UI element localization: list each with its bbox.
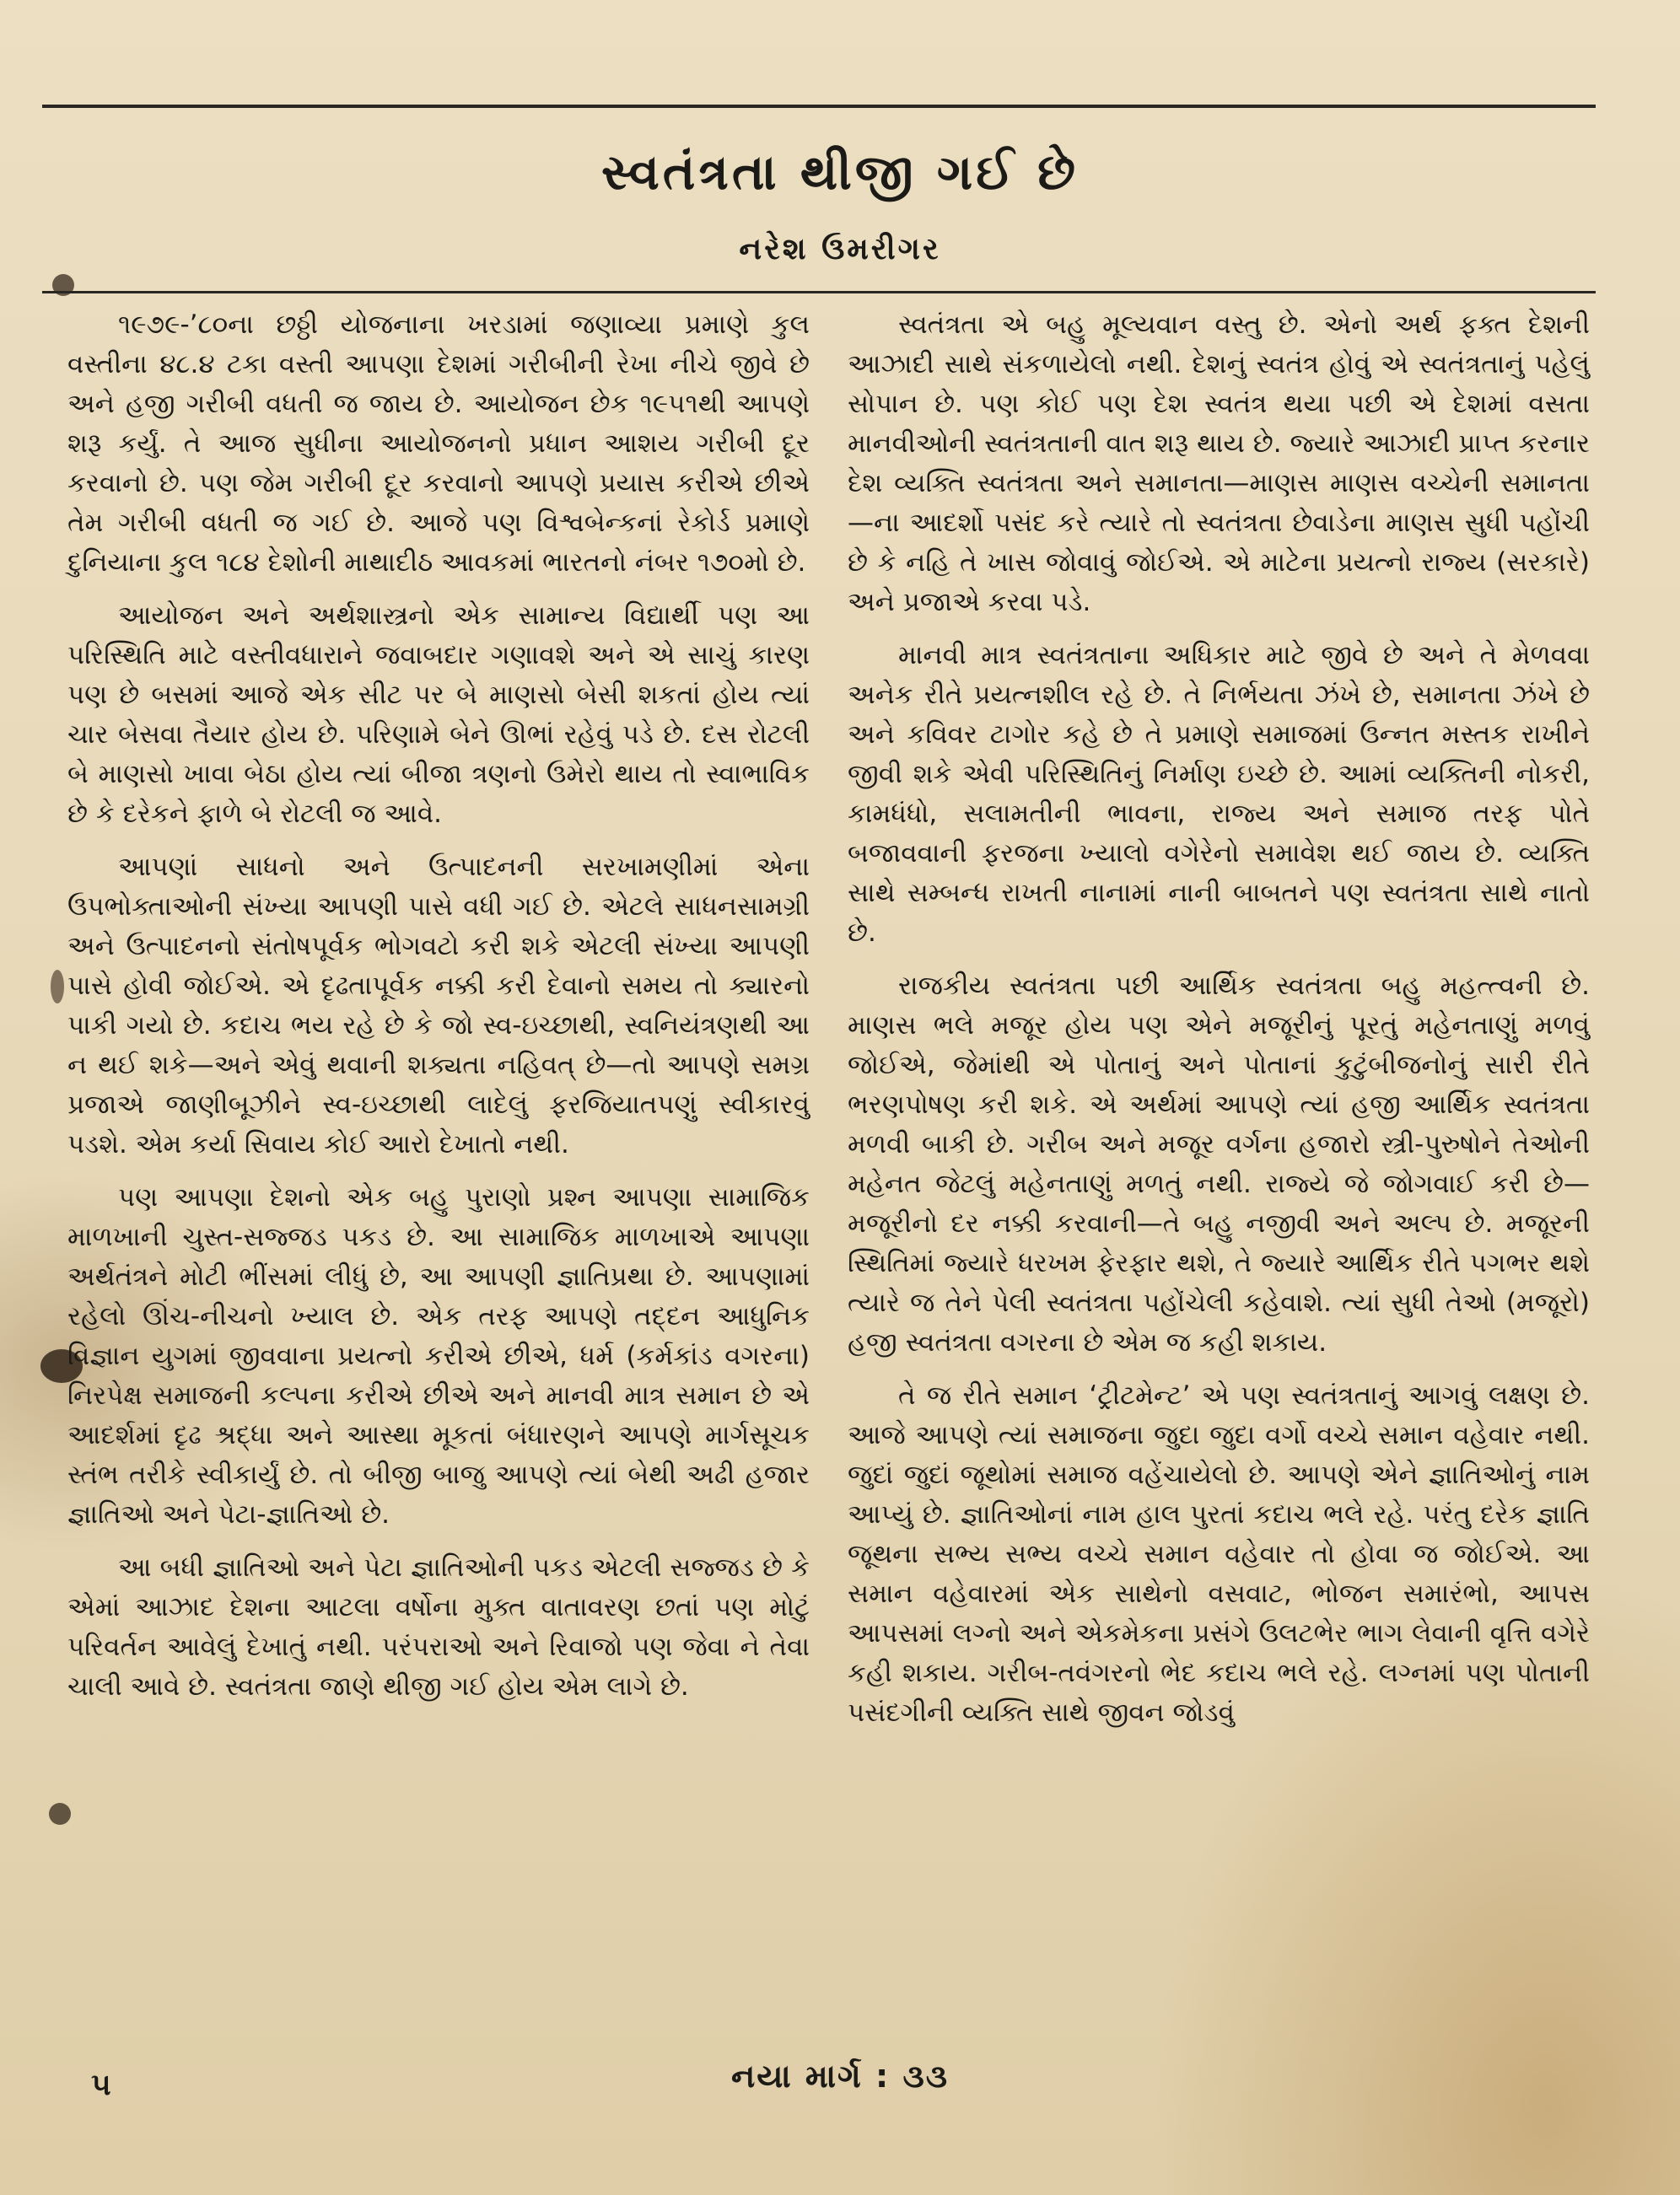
paragraph: આયોજન અને અર્થશાસ્ત્રનો એક સામાન્ય વિદ્યાર્થી પણ આ પરિસ્થિતિ માટે વસ્તીવધારાને જવાબદાર ગણાવશે અને એ સાચું કારણ પણ છે બસમાં આજે એક સીટ પર બે માણસો બેસી શકતાં હોય ત્યાં ચાર બેસવા તૈયાર હોય છે. પરિણામે બેને ઊભાં રહેવું પડે છે. દસ રોટલી બે માણસો ખાવા બેઠા હોય ત્યાં બીજા ત્રણનો ઉમેરો થાય તો સ્વાભાવિક છે કે દરેકને ફાળે બે રોટલી જ આવે. <box>67 600 810 829</box>
magazine-footer: નયા માર્ગ : ૩૩ <box>730 2058 950 2095</box>
paragraph: રાજકીય સ્વતંત્રતા પછી આર્થિક સ્વતંત્રતા બહુ મહત્ત્વની છે. માણસ ભલે મજૂર હોય પણ એને મજૂરીનું પૂરતું મહેનતાણું મળવું જોઈએ, જેમાંથી એ પોતાનું અને પોતાનાં કુટુંબીજનોનું સારી રીતે ભરણપોષણ કરી શકે. એ અર્થમાં આપણે ત્યાં હજી આર્થિક સ્વતંત્રતા મળવી બાકી છે. ગરીબ અને મજૂર વર્ગના હજારો સ્ત્રી-પુરુષોને તેઓની મહેનત જેટલું મહેનતાણું મળતું નથી. રાજ્યે જે જોગવાઈ કરી છે—મજૂરીનો દર નક્કી કરવાની—તે બહુ નજીવી અને અલ્પ છે. મજૂરની સ્થિતિમાં જ્યારે ધરખમ ફેરફાર થશે, તે જ્યારે આર્થિક રીતે પગભર થશે ત્યારે જ તેને પેલી સ્વતંત્રતા પહોંચેલી કહેવાશે. ત્યાં સુધી તેઓ (મજૂરો) હજી સ્વતંત્રતા વગરના છે એમ જ કહી શકાય. <box>848 971 1590 1358</box>
burn-mark <box>51 970 64 1003</box>
article-author: નરેશ ઉમરીગર <box>739 232 941 266</box>
paragraph: તે જ રીતે સમાન ‘ટ્રીટમેન્ટ’ એ પણ સ્વતંત્રતાનું આગવું લક્ષણ છે. આજે આપણે ત્યાં સમાજના જુદા જુદા વર્ગો વચ્ચે સમાન વહેવાર નથી. જુદાં જુદાં જૂથોમાં સમાજ વહેંચાયેલો છે. આપણે એને જ્ઞાતિઓનું નામ આપ્યું છે. જ્ઞાતિઓનાં નામ હાલ પુરતાં કદાચ ભલે રહે. પરંતુ દરેક જ્ઞાતિ જૂથના સભ્ય સભ્ય વચ્ચે સમાન વહેવાર તો હોવા જ જોઈએ. આ સમાન વહેવારમાં એક સાથેનો વસવાટ, ભોજન સમારંભો, આપસ આપસમાં લગ્નો અને એકમેકના પ્રસંગે ઉલટભેર ભાગ લેવાની વૃત્તિ વગેરે કહી શકાય. ગરીબ-તવંગરનો ભેદ કદાચ ભલે રહે. લગ્નમાં પણ પોતાની પસંદગીની વ્યક્તિ સાથે જીવન જોડવું <box>848 1380 1590 1728</box>
top-rule <box>42 105 1596 108</box>
paragraph: ૧૯૭૯-’૮૦ના છઠ્ઠી યોજનાના ખરડામાં જણાવ્યા પ્રમાણે કુલ વસ્તીના ૪૮.૪ ટકા વસ્તી આપણા દેશમાં ગરીબીની રેખા નીચે જીવે છે અને હજી ગરીબી વધતી જ જાય છે. આયોજન છેક ૧૯૫૧થી આપણે શરૂ કર્યું. તે આજ સુધીના આયોજનનો પ્રધાન આશય ગરીબી દૂર કરવાનો છે. પણ જેમ ગરીબી દૂર કરવાનો આપણે પ્રયાસ કરીએ છીએ તેમ ગરીબી વધતી જ ગઈ છે. આજે પણ વિશ્વબેન્કનાં રેકોર્ડ પ્રમાણે દુનિયાના કુલ ૧૮૪ દેશોની માથાદીઠ આવકમાં ભારતનો નંબર ૧૭૦મો છે. <box>67 309 810 578</box>
paragraph: સ્વતંત્રતા એ બહુ મૂલ્યવાન વસ્તુ છે. એનો અર્થ ફક્ત દેશની આઝાદી સાથે સંકળાયેલો નથી. દેશનું સ્વતંત્ર હોવું એ સ્વતંત્રતાનું પહેલું સોપાન છે. પણ કોઈ પણ દેશ સ્વતંત્ર થયા પછી એ દેશમાં વસતા માનવીઓની સ્વતંત્રતાની વાત શરૂ થાય છે. જ્યારે આઝાદી પ્રાપ્ત કરનાર દેશ વ્યક્તિ સ્વતંત્રતા અને સમાનતા—માણસ માણસ વચ્ચેની સમાનતા—ના આદર્શો પસંદ કરે ત્યારે તો સ્વતંત્રતા છેવાડેના માણસ સુધી પહોંચી છે કે નહિ તે ખાસ જોવાવું જોઈએ. એ માટેના પ્રયત્નો રાજ્ય (સરકારે) અને પ્રજાએ કરવા પડે. <box>848 309 1590 617</box>
paragraph: માનવી માત્ર સ્વતંત્રતાના અધિકાર માટે જીવે છે અને તે મેળવવા અનેક રીતે પ્રયત્નશીલ રહે છે. તે નિર્ભયતા ઝંખે છે, સમાનતા ઝંખે છે અને કવિવર ટાગોર કહે છે તે પ્રમાણે સમાજમાં ઉન્નત મસ્તક રાખીને જીવી શકે એવી પરિસ્થિતિનું નિર્માણ ઇચ્છે છે. આમાં વ્યક્તિની નોકરી, કામધંધો, સલામતીની ભાવના, રાજ્ય અને સમાજ તરફ પોતે બજાવવાની ફરજના ખ્યાલો વગેરેનો સમાવેશ થઈ જાય છે. વ્યક્તિ સાથે સમ્બન્ધ રાખતી નાનામાં નાની બાબતને પણ સ્વતંત્રતા સાથે નાતો છે. <box>848 640 1590 948</box>
right-column <box>848 305 1590 1746</box>
ink-mark <box>49 1803 71 1825</box>
left-column <box>67 305 810 1720</box>
article-title: સ્વતંત્રતા થીજી ગઈ છે <box>600 143 1080 201</box>
paragraph: આપણાં સાધનો અને ઉત્પાદનની સરખામણીમાં એના ઉપભોક્તાઓની સંખ્યા આપણી પાસે વધી ગઈ છે. એટલે સાધનસામગ્રી અને ઉત્પાદનનો સંતોષપૂર્વક ભોગવટો કરી શકે એટલી સંખ્યા આપણી પાસે હોવી જોઈએ. એ દૃઢતાપૂર્વક નક્કી કરી દેવાનો સમય તો ક્યારનો પાકી ગયો છે. કદાચ ભય રહે છે કે જો સ્વ-ઇચ્છાથી, સ્વનિયંત્રણથી આ ન થઈ શકે—અને એવું થવાની શક્યતા નહિવત્ છે—તો આપણે સમગ્ર પ્રજાએ જાણીબૂઝીને સ્વ-ઇચ્છાથી લાદેલું ફરજિયાતપણું સ્વીકારવું પડશે. એમ કર્યા સિવાય કોઈ આરો દેખાતો નથી. <box>67 852 810 1159</box>
paragraph: પણ આપણા દેશનો એક બહુ પુરાણો પ્રશ્ન આપણા સામાજિક માળખાની ચુસ્ત-સજ્જડ પકડ છે. આ સામાજિક માળખાએ આપણા અર્થતંત્રને મોટી ભીંસમાં લીધું છે, આ આપણી જ્ઞાતિપ્રથા છે. આપણામાં રહેલો ઊંચ-નીચનો ખ્યાલ છે. એક તરફ આપણે તદ્દન આધુનિક વિજ્ઞાન યુગમાં જીવવાના પ્રયત્નો કરીએ છીએ, ધર્મ (કર્મકાંડ વગરના) નિરપેક્ષ સમાજની કલ્પના કરીએ છીએ અને માનવી માત્ર સમાન છે એ આદર્શમાં દૃઢ શ્રદ્ધા અને આસ્થા મૂકતાં બંધારણને આપણે માર્ગસૂચક સ્તંભ તરીકે સ્વીકાર્યું છે. તો બીજી બાજુ આપણે ત્યાં બેથી અઢી હજાર જ્ઞાતિઓ અને પેટા-જ્ઞાતિઓ છે. <box>67 1182 810 1530</box>
paragraph: આ બધી જ્ઞાતિઓ અને પેટા જ્ઞાતિઓની પકડ એટલી સજ્જડ છે કે એમાં આઝાદ દેશના આટલા વર્ષોના મુક્ત વાતાવરણ છતાં પણ મોટું પરિવર્તન આવેલું દેખાતું નથી. પરંપરાઓ અને રિવાજો પણ જેવા ને તેવા ચાલી આવે છે. સ્વતંત્રતા જાણે થીજી ગઈ હોય એમ લાગે છે. <box>67 1552 810 1702</box>
header-rule <box>42 291 1596 293</box>
page-number: ૫ <box>91 2068 111 2102</box>
